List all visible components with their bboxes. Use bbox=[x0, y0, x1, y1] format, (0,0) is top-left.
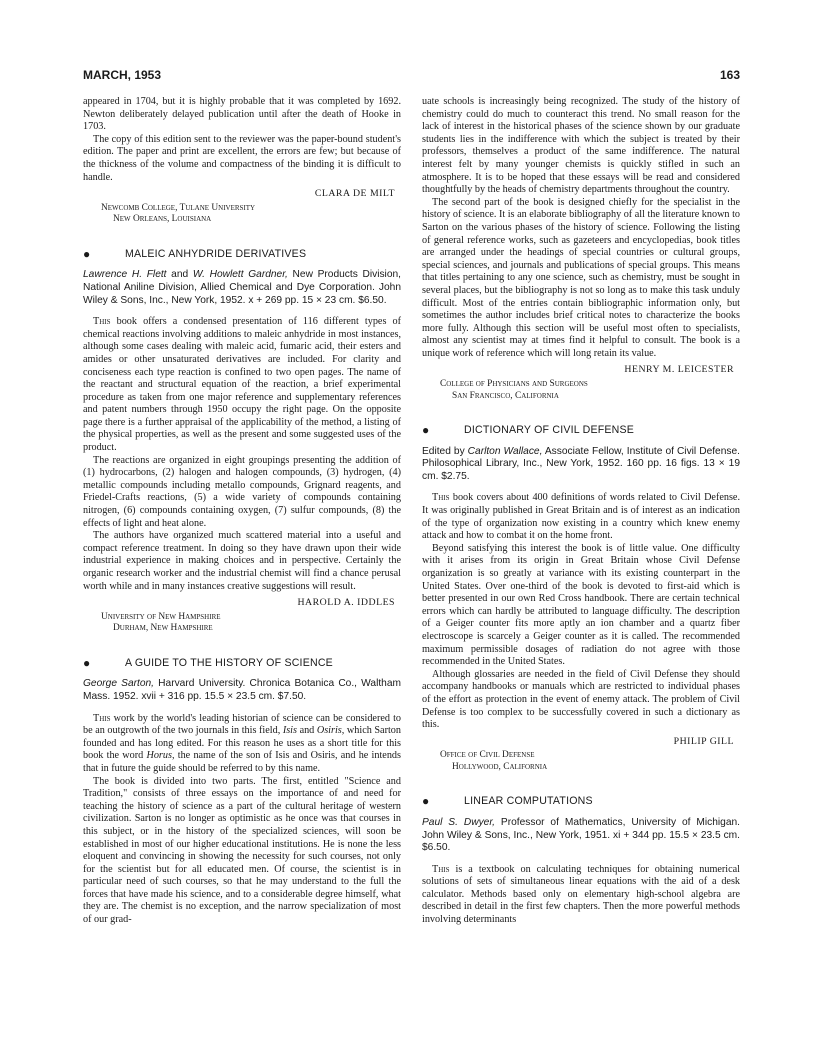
citation-text: Professor of Mathematics, University of Michigan. John Wiley & Sons, Inc., New York, 1951. xi + 344 pp. 15.5 × 23.5 cm. $6.50. bbox=[422, 816, 741, 854]
reviewer-signature: PHILIP GILL bbox=[673, 735, 734, 747]
reviewer-affiliation bbox=[83, 203, 401, 226]
bullet-icon: ● bbox=[422, 423, 430, 438]
paragraph-text: book covers about 400 definitions of words related to Civil Defense. It was originally published in Great Britain and is of interest as an indication of the type of organization now existing in a country which knew enemy attack and how to combat it on the home front. bbox=[422, 492, 740, 542]
citation-text: and bbox=[166, 269, 193, 281]
page-number: 163 bbox=[719, 68, 740, 82]
paragraph: The copy of this edition sent to the reviewer was the paper-bound student's edition. The paper and print are excellent, the errors are few; but because of the thickness of the volume and compactness of the binding it is difficult to handle. bbox=[83, 133, 401, 183]
paragraph: The reactions are organized in eight groupings presenting the addition of (1) hydrocarbons, (2) halogen and halogen compounds, (3) hydrogen, (4) metallic compounds including metallo compounds, Grignard reagents, and Friedel-Crafts reactions, (5) a wide variety of compounds containing nitrogen, (6) compounds containing oxygen, (7) sulfur compounds, (8) the effects of light and heat alone. bbox=[83, 454, 401, 529]
paragraph: The authors have organized much scattered material into a useful and compact reference treatment. In doing so they have drawn upon their wide industrial experience in making choices and in perspective. Certainly the organic research worker and the industrial chemist will find a chance perusal worth while and in many instances creative suggestions will result. bbox=[83, 530, 401, 592]
affiliation-line: San Francisco, California bbox=[452, 390, 559, 401]
paragraph: appeared in 1704, but it is highly probable that it was completed by 1692. Newton deliberately delayed publication until after the death of Hooke in 1703. bbox=[83, 96, 401, 133]
review-heading bbox=[83, 248, 401, 261]
running-header bbox=[83, 68, 740, 82]
book-citation bbox=[422, 817, 740, 855]
paragraph-text: the name of the son of Isis and Osiris, and he intends that in future the guide should be referred to by this name. bbox=[83, 750, 401, 774]
lead-word: This bbox=[432, 492, 450, 504]
review-title: A GUIDE TO THE HISTORY OF SCIENCE bbox=[125, 656, 333, 669]
review-title: LINEAR COMPUTATIONS bbox=[464, 795, 593, 808]
affiliation-line: Office of Civil Defense bbox=[440, 750, 535, 761]
affiliation-line: College of Physicians and Surgeons bbox=[440, 379, 588, 390]
citation-text: Edited by bbox=[422, 445, 468, 457]
author-name: George Sarton, bbox=[83, 678, 154, 690]
paragraph bbox=[422, 864, 740, 927]
paragraph: Beyond satisfying this interest the book is of little value. One difficulty with it arises from its origin in Great Britain whose Civil Defense organization is so greatly at variance with its existing counterpart in the United States. Over one-third of the book is devoted to first-aid which is better presented in our own Red Cross handbook. There are certain technical errors which can hardly be attributed to language difficulty. The description of a Geiger counter fits more aptly an ion chamber and a quartz fiber electroscope is scarcely a Geiger counter as it is called. The recommended maximum permissible dosages of radiation do not agree with those recommended in the United States. bbox=[422, 542, 740, 668]
issue-date: MARCH, 1953 bbox=[83, 68, 162, 82]
left-column bbox=[83, 96, 401, 927]
paragraph: The second part of the book is designed chiefly for the specialist in the history of science. It is an elaborate bibliography of all the literature known to Sarton on the various phases of the history of science. Following the listing of general reference works, such as gazeteers and encyclopedias, book titles are arranged under the headings of special countries or cultural groups, special sciences, and journals and publications of special groups. This means that titles pertaining to any one science, such as chemistry, must be sought in several places, but the bibliography is not so long as to make this task unduly difficult. Most of the entries contain bibliographic information only, but sometimes the author includes brief critical notes to characterize the books more fully. Although this section will be useful most often to specialists, almost any scientist may at times find it helpful to consult. The book is a unique work of reference which will long retain its value. bbox=[422, 196, 740, 359]
paragraph-text: book offers a condensed presentation of 116 different types of chemical reactions involving additions to maleic anhydride in most instances, although some cases dealing with maleic acid, fumaric acid, their esters and amides or other unsaturated derivatives are included. For clarity and conciseness each type reaction is confined to two open pages. The name of the reactant and structural equation of the reaction, a brief experimental procedure as taken from one major reference and supplementary references and patent numbers through 1950 occupy the right page. On the opposite page there is a further appraisal of the applicability of the method, a listing of the physical properties, as well as the present and some suggested uses of the product. bbox=[83, 316, 401, 454]
review-heading bbox=[422, 424, 740, 437]
paragraph: uate schools is increasingly being recognized. The study of the history of chemistry could do much to counteract this trend. No small reason for the lack of interest in the historical phases of the science shown by our graduate students lies in the indifference with which the subject is treated by their professors, themselves a product of the same indifference. The natural interest felt by many younger chemists is quickly stifled in such an atmosphere. It is to be hoped that these essays will be read and considered thoughtfully by the heads of chemistry departments throughout the country. bbox=[422, 96, 740, 196]
author-name: Carlton Wallace, bbox=[467, 445, 543, 457]
body-columns bbox=[83, 96, 740, 927]
journal-name: Osiris, bbox=[316, 725, 345, 737]
review-heading bbox=[422, 795, 740, 808]
affiliation-line: Newcomb College, Tulane University bbox=[101, 202, 256, 213]
journal-name: Isis bbox=[282, 725, 297, 737]
review-title: MALEIC ANHYDRIDE DERIVATIVES bbox=[125, 247, 307, 260]
paragraph bbox=[83, 713, 401, 776]
review-title: DICTIONARY OF CIVIL DEFENSE bbox=[464, 424, 635, 437]
lead-word: This bbox=[93, 316, 111, 328]
affiliation-line: Hollywood, California bbox=[452, 761, 548, 772]
reviewer-signature: HENRY M. LEICESTER bbox=[624, 364, 734, 376]
paragraph: The book is divided into two parts. The first, entitled "Science and Tradition," consists of three essays on the importance of and need for teaching the history of science as a part of the cultural heritage of western civilization. Sarton is no longer as optimistic as he once was that courses in this subject, or in the history of the specialized sciences, will soon be established in most of our higher educational institutions. He is none the less eloquent and convincing in showing the necessity for such courses, not only for the scientist but for all educated men. Of course, the scientist is in particular need of such courses, so that he may understand to the full the forces that have made his science, and to a considerable degree himself, what they are. The chemist is no exception, and the narrow specialization of most of our grad- bbox=[83, 775, 401, 926]
paragraph-text: is a textbook on calculating techniques for obtaining numerical solutions of sets of simultaneous linear equations with the aid of a desk calculator. Methods based only on elementary high-school algebra are described in detail in the first few chapters. Then the more powerful methods involving determinants bbox=[422, 863, 740, 926]
affiliation-line: University of New Hampshire bbox=[101, 611, 221, 622]
affiliation-line: Durham, New Hampshire bbox=[113, 623, 213, 634]
bullet-icon: ● bbox=[83, 655, 91, 670]
paragraph-text: and bbox=[296, 725, 317, 737]
bullet-icon: ● bbox=[83, 246, 91, 261]
paragraph bbox=[422, 492, 740, 542]
reviewer-affiliation bbox=[83, 612, 401, 635]
author-name: Lawrence H. Flett bbox=[83, 269, 167, 281]
author-name: W. Howlett Gardner, bbox=[192, 269, 288, 281]
affiliation-line: New Orleans, Louisiana bbox=[113, 214, 212, 225]
author-name: Paul S. Dwyer, bbox=[422, 816, 495, 828]
paragraph: Although glossaries are needed in the field of Civil Defense they should accompany handbooks or manuals which are restricted to individual phases of the effort as protection in the event of enemy attack. The problem of Civil Defense is too complex to be successfully covered in such a dictionary as this. bbox=[422, 668, 740, 731]
reviewer-signature: HAROLD A. IDDLES bbox=[297, 597, 395, 609]
book-citation bbox=[422, 446, 740, 484]
citation-text: New Products Division, National Aniline Division, Allied Chemical and Dye Corporation. John Wiley & Sons, Inc., New York, 1952. x + 269 pp. 15 × 23 cm. $6.50. bbox=[83, 269, 401, 306]
reviewer-affiliation bbox=[422, 750, 740, 773]
right-column bbox=[422, 96, 740, 927]
citation-text: Associate Fellow, Institute of Civil Defense. Philosophical Library, Inc., New York, 1952. 160 pp. 16 figs. 13 × 19 cm. $2.75. bbox=[422, 445, 740, 482]
bullet-icon: ● bbox=[422, 794, 430, 809]
reviewer-signature: CLARA DE MILT bbox=[314, 188, 395, 200]
book-citation bbox=[83, 678, 401, 703]
book-short-title: Horus, bbox=[146, 750, 175, 762]
lead-word: This bbox=[93, 712, 111, 724]
book-citation bbox=[83, 269, 401, 307]
paragraph-text: work by the world's leading historian of science can be considered to be an outgrowth of the two journals in this field, bbox=[83, 712, 401, 737]
paragraph-text: which Sarton founded and has long edited. For this reason he uses as a short title for this book the word bbox=[83, 725, 401, 762]
citation-text: Harvard University. Chronica Botanica Co., Waltham Mass. 1952. xvii + 316 pp. 15.5 × 23.5 cm. $7.50. bbox=[83, 678, 401, 702]
paragraph bbox=[83, 316, 401, 455]
lead-word: This bbox=[432, 863, 450, 875]
reviewer-affiliation bbox=[422, 379, 740, 402]
review-heading bbox=[83, 657, 401, 670]
